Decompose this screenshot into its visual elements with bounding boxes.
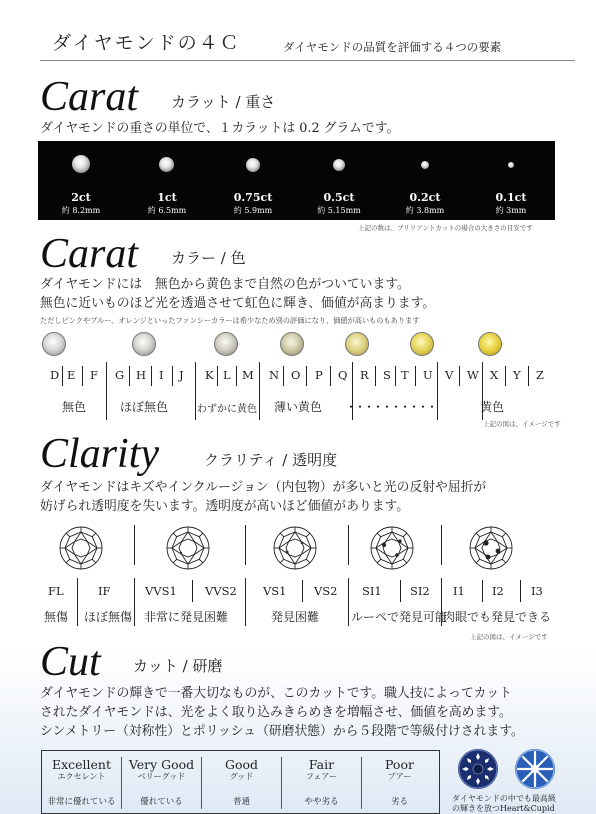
color-grade-x: X bbox=[490, 368, 499, 382]
size-mm: 約 5.15mm bbox=[317, 206, 361, 215]
grade-separator bbox=[348, 525, 349, 565]
cut-grade-poor bbox=[360, 751, 439, 813]
size-mm: 約 6.5mm bbox=[147, 206, 187, 215]
color-grade-d: D bbox=[50, 368, 60, 382]
grade-separator bbox=[505, 366, 506, 386]
page-title: ダイヤモンドの４Ｃ bbox=[52, 32, 241, 54]
clarity-grade-vs1: VS1 bbox=[263, 584, 287, 598]
color-description-1: ダイヤモンドには 無色から黄色まで自然の色がついています。 bbox=[40, 277, 410, 292]
clarity-note: 上記の図は、イメージです bbox=[470, 633, 548, 641]
size-cell-01ct bbox=[468, 141, 554, 220]
clarity-group-vs: 発見困難 bbox=[271, 610, 320, 624]
cut-grade-en: Good bbox=[224, 757, 259, 772]
cut-grade-good bbox=[202, 751, 281, 813]
grade-separator bbox=[245, 578, 246, 626]
size-cell-075ct bbox=[210, 141, 296, 220]
color-group-dots: ・・・・・・・・・・ bbox=[345, 400, 436, 414]
grade-separator bbox=[400, 580, 401, 602]
cut-grade-desc: 優れている bbox=[140, 797, 183, 807]
color-w-stone-icon bbox=[478, 332, 502, 356]
grade-separator bbox=[283, 366, 284, 386]
grade-separator bbox=[415, 366, 416, 386]
clarity-group-internally-flawless: ほぼ無傷 bbox=[84, 610, 133, 624]
size-cell-2ct bbox=[38, 141, 124, 220]
clarity-description-2: 妨げられ透明度を失います。透明度が高いほど価値があります。 bbox=[40, 499, 410, 514]
clarity-grade-fl: FL bbox=[48, 584, 64, 598]
size-carat: 0.75ct bbox=[233, 191, 273, 204]
cut-grade-fair bbox=[282, 751, 361, 813]
size-mm: 約 8.2mm bbox=[61, 206, 101, 215]
clarity-vvs-diamond-icon bbox=[165, 525, 211, 571]
color-g-stone-icon bbox=[132, 332, 156, 356]
heart-cupid-caption-2: の輝きを放つHeart&Cupid bbox=[452, 804, 555, 813]
grade-separator bbox=[82, 366, 83, 386]
cut-description-3: シンメトリー（対称性）とポリッシュ（研磨状態）から５段階で等級付けされます。 bbox=[40, 724, 524, 739]
cut-description-2: されたダイヤモンドは、光をよく取り込みきらめきを増幅させ、価値を高めます。 bbox=[40, 705, 512, 720]
cut-grade-en: Fair bbox=[308, 757, 335, 772]
clarity-vs-diamond-icon bbox=[272, 525, 318, 571]
clarity-grade-vvs1: VVS1 bbox=[145, 584, 177, 598]
color-q-stone-icon bbox=[345, 332, 369, 356]
grade-separator bbox=[520, 580, 521, 602]
grade-separator bbox=[528, 366, 529, 386]
cut-heading: Cut bbox=[40, 639, 101, 685]
cut-grade-desc: 普通 bbox=[232, 797, 250, 807]
diamond-stone-icon bbox=[508, 162, 514, 168]
size-cell-05ct bbox=[296, 141, 382, 220]
grade-separator bbox=[236, 366, 237, 386]
cut-grade-ja: グッド bbox=[229, 772, 254, 781]
color-n-stone-icon bbox=[280, 332, 304, 356]
size-carat: 0.2ct bbox=[409, 191, 441, 204]
cut-grade-desc: 劣る bbox=[390, 797, 408, 807]
cut-grade-table bbox=[41, 750, 440, 814]
clarity-group-included: 肉眼でも発見できる bbox=[443, 610, 552, 624]
diamond-stone-icon bbox=[421, 161, 429, 169]
color-group-faint: わずかに黄色 bbox=[197, 404, 257, 415]
color-grade-n: N bbox=[269, 368, 280, 382]
color-group-near-colorless: ほぼ無色 bbox=[120, 400, 169, 414]
grade-separator bbox=[245, 525, 246, 565]
color-note: 上記の図は、イメージです bbox=[483, 420, 561, 428]
grade-separator bbox=[106, 362, 107, 420]
cut-grade-excellent bbox=[42, 751, 121, 813]
cupid-arrows-pattern-icon bbox=[512, 748, 558, 790]
color-grade-p: P bbox=[315, 368, 323, 382]
cut-grade-desc: やや劣る bbox=[304, 797, 339, 807]
hearts-pattern-icon bbox=[455, 748, 501, 790]
clarity-heading: Clarity bbox=[40, 431, 160, 477]
cut-grade-en: Poor bbox=[385, 757, 414, 772]
cut-subheading: カット / 研磨 bbox=[133, 657, 223, 675]
carat-size-band bbox=[38, 141, 555, 220]
color-grade-g: G bbox=[115, 368, 125, 382]
clarity-si-diamond-icon bbox=[369, 525, 415, 571]
grade-separator bbox=[192, 580, 193, 602]
color-grade-h: H bbox=[136, 368, 147, 382]
grade-separator bbox=[134, 578, 135, 626]
size-carat: 0.5ct bbox=[323, 191, 355, 204]
color-grade-k: K bbox=[205, 368, 214, 382]
clarity-grade-i3: I3 bbox=[531, 584, 543, 598]
color-grade-u: U bbox=[423, 368, 433, 382]
carat-heading: Carat bbox=[40, 74, 139, 120]
size-carat: 0.1ct bbox=[495, 191, 527, 204]
color-grade-j: J bbox=[179, 368, 184, 382]
carat-subheading: カラット / 重さ bbox=[171, 93, 276, 111]
size-carat: 1ct bbox=[157, 191, 177, 204]
clarity-flawless-diamond-icon bbox=[58, 525, 104, 571]
cut-grade-very-good bbox=[122, 751, 201, 813]
clarity-grade-si1: SI1 bbox=[362, 584, 382, 598]
color-grade-l: L bbox=[223, 368, 231, 382]
diamond-stone-icon bbox=[333, 159, 345, 171]
color-grade-e: E bbox=[67, 368, 76, 382]
clarity-grade-if: IF bbox=[98, 584, 111, 598]
grade-separator bbox=[375, 366, 376, 386]
color-heading: Carat bbox=[40, 231, 139, 277]
grade-separator bbox=[62, 366, 63, 386]
color-grade-w: W bbox=[467, 368, 479, 382]
carat-note: 上記の数は、ブリリアントカットの場合の大きさの目安です bbox=[358, 224, 533, 232]
grade-separator bbox=[129, 366, 130, 386]
header-divider bbox=[40, 60, 575, 61]
color-grade-v: V bbox=[445, 368, 454, 382]
cut-grade-ja: ベリーグッド bbox=[137, 772, 186, 781]
color-d-stone-icon bbox=[42, 332, 66, 356]
clarity-grade-i2: I2 bbox=[492, 584, 504, 598]
color-group-yellow: 黄色 bbox=[480, 400, 505, 414]
color-description-2: 無色に近いものほど光を透過させて虹色に輝き、価値が高まります。 bbox=[40, 296, 436, 311]
clarity-group-vvs: 非常に発見困難 bbox=[144, 610, 229, 624]
grade-separator bbox=[330, 366, 331, 386]
heart-cupid-caption-1: ダイヤモンドの中でも最高級 bbox=[452, 794, 556, 803]
clarity-grade-vs2: VS2 bbox=[314, 584, 338, 598]
grade-separator bbox=[459, 366, 460, 386]
color-grade-r: R bbox=[360, 368, 369, 382]
size-cell-02ct bbox=[382, 141, 468, 220]
grade-separator bbox=[172, 366, 173, 386]
diamond-stone-icon bbox=[72, 155, 90, 173]
grade-separator bbox=[441, 525, 442, 565]
cut-grade-ja: フェアー bbox=[305, 772, 338, 781]
page-subtitle: ダイヤモンドの品質を評価する４つの要素 bbox=[283, 40, 502, 54]
color-grade-i: I bbox=[159, 368, 164, 382]
color-k-stone-icon bbox=[214, 332, 238, 356]
clarity-subheading: クラリティ / 透明度 bbox=[204, 451, 338, 469]
grade-separator bbox=[437, 362, 438, 420]
color-grade-z: Z bbox=[536, 368, 544, 382]
clarity-included-diamond-icon bbox=[468, 525, 514, 571]
clarity-grade-si2: SI2 bbox=[410, 584, 430, 598]
grade-separator bbox=[217, 366, 218, 386]
grade-separator bbox=[395, 366, 396, 386]
cut-grade-en: Very Good bbox=[128, 757, 195, 772]
grade-separator bbox=[302, 580, 303, 602]
size-cell-1ct bbox=[124, 141, 210, 220]
clarity-grade-vvs2: VVS2 bbox=[205, 584, 237, 598]
grade-separator bbox=[151, 366, 152, 386]
grade-separator bbox=[482, 580, 483, 602]
clarity-description-1: ダイヤモンドはキズやインクルージョン（内包物）が多いと光の反射や屈折が bbox=[40, 480, 487, 495]
color-grade-q: Q bbox=[338, 368, 348, 382]
clarity-group-flawless: 無傷 bbox=[44, 610, 69, 624]
color-grade-o: O bbox=[291, 368, 301, 382]
grade-separator bbox=[306, 366, 307, 386]
clarity-grade-i1: I1 bbox=[453, 584, 465, 598]
color-group-colorless: 無色 bbox=[62, 400, 87, 414]
clarity-group-si: ルーペで発見可能 bbox=[351, 610, 448, 624]
size-mm: 約 5.9mm bbox=[233, 206, 273, 215]
cut-grade-ja: エクセレント bbox=[57, 772, 106, 781]
cut-description-1: ダイヤモンドの輝きで一番大切なものが、このカットです。職人技によってカット bbox=[40, 686, 512, 701]
grade-separator bbox=[77, 578, 78, 626]
cut-grade-en: Excellent bbox=[51, 757, 112, 772]
color-grade-t: T bbox=[401, 368, 409, 382]
diamond-stone-icon bbox=[246, 158, 260, 172]
color-grade-s: S bbox=[383, 368, 391, 382]
cut-grade-desc: 非常に優れている bbox=[47, 797, 116, 807]
color-grade-y: Y bbox=[513, 368, 521, 382]
grade-separator bbox=[134, 525, 135, 565]
size-carat: 2ct bbox=[71, 191, 91, 204]
grade-separator bbox=[348, 578, 349, 626]
grade-separator bbox=[195, 362, 196, 420]
cut-grade-ja: プアー bbox=[387, 772, 412, 781]
size-mm: 約 3.8mm bbox=[405, 206, 445, 215]
color-fancy-note: ただしピンクやブルー、オレンジといったファンシーカラーは希少なため別の評価になり、価値が高いものもあります bbox=[40, 316, 420, 325]
color-grade-f: F bbox=[90, 368, 98, 382]
diamond-stone-icon bbox=[159, 157, 174, 172]
size-mm: 約 3mm bbox=[495, 206, 527, 215]
color-grade-m: M bbox=[242, 368, 254, 382]
grade-separator bbox=[259, 362, 260, 420]
color-t-stone-icon bbox=[410, 332, 434, 356]
color-group-very-light: 薄い黄色 bbox=[274, 400, 323, 414]
carat-description: ダイヤモンドの重さの単位で、１カラットは 0.2 グラムです。 bbox=[40, 121, 400, 136]
color-subheading: カラー / 色 bbox=[171, 249, 246, 267]
